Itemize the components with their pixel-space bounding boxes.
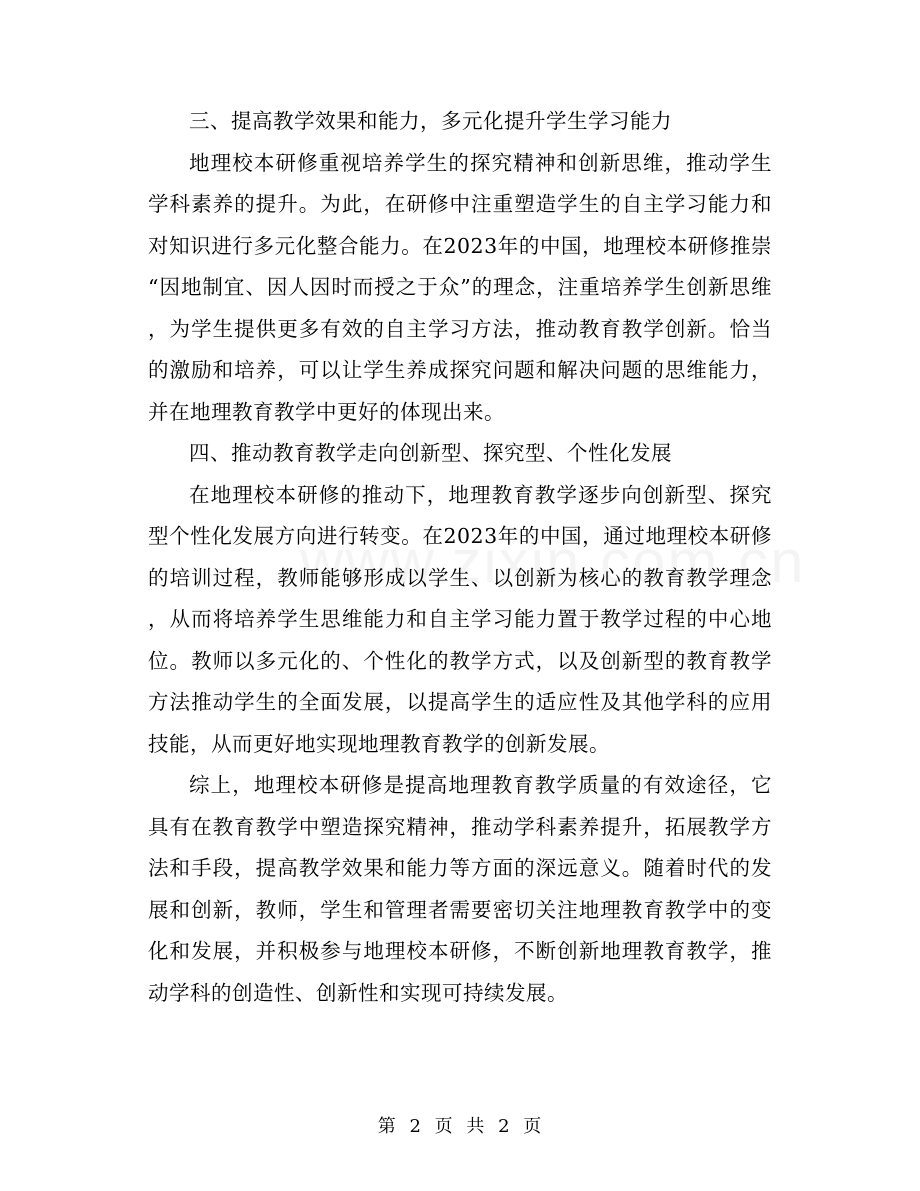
section-heading-4: 四、推动教育教学走向创新型、探究型、个性化发展 bbox=[189, 441, 672, 465]
page-number-footer: 第 2 页 共 2 页 bbox=[377, 1116, 543, 1137]
section-heading-3: 三、提高教学效果和能力，多元化提升学生学习能力 bbox=[189, 109, 672, 133]
body-paragraph-2: 在地理校本研修的推动下，地理教育教学逐步向创新型、探究型个性化发展方向进行转变。在2023年的中国，通过地理校本研修的培训过程，教师能够形成以学生、以创新为核心的教育教学理念，从而将培养学生思维能力和自主学习能力置于教学过程的中心地位。教师以多元化的、个性化的教学方式，以及创新型的教育教学方法推动学生的全面发展，以提高学生的适应性及其他学科的应用技能，从而更好地实现地理教育教学的创新发展。 bbox=[148, 482, 772, 756]
conclusion-paragraph: 综上，地理校本研修是提高地理教育教学质量的有效途径，它具有在教育教学中塑造探究精神，推动学科素养提升，拓展教学方法和手段，提高教学效果和能力等方面的深远意义。随着时代的发展和创新，教师，学生和管理者需要密切关注地理教育教学中的变化和发展，并积极参与地理校本研修，不断创新地理教育教学，推动学科的创造性、创新性和实现可持续发展。 bbox=[148, 773, 772, 1005]
body-paragraph-1: 地理校本研修重视培养学生的探究精神和创新思维，推动学生学科素养的提升。为此，在研修中注重塑造学生的自主学习能力和对知识进行多元化整合能力。在2023年的中国，地理校本研修推崇“因地制宜、因人因时而授之于众”的理念，注重培养学生创新思维，为学生提供更多有效的自主学习方法，推动教育教学创新。恰当的激励和培养，可以让学生养成探究问题和解决问题的思维能力，并在地理教育教学中更好的体现出来。 bbox=[148, 150, 772, 424]
document-body bbox=[148, 101, 772, 1014]
